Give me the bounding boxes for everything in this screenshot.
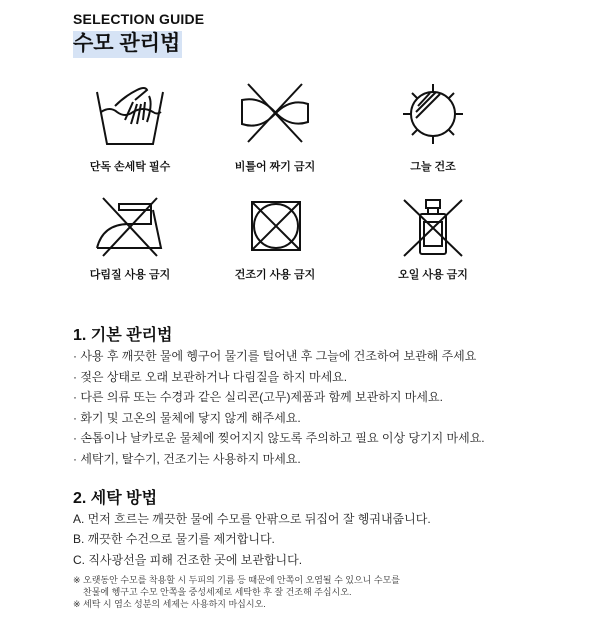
shade-dry-icon bbox=[398, 82, 468, 148]
care-item: · 사용 후 깨끗한 물에 헹구어 물기를 털어낸 후 그늘에 건조하여 보관해 주세요 bbox=[73, 349, 477, 363]
section-heading: 2. 세탁 방법 bbox=[73, 490, 158, 507]
page-title: 수모 관리법 bbox=[73, 31, 182, 58]
no-oil-icon bbox=[398, 196, 468, 262]
hand-wash-icon bbox=[95, 82, 165, 148]
section-heading: 1. 기본 관리법 bbox=[73, 327, 173, 344]
note: 찬물에 헹구고 수모 안쪽을 중성세제로 세탁한 후 잘 건조해 주십시오. bbox=[73, 587, 352, 597]
note: ※ 세탁 시 염소 성분의 세제는 사용하지 마십시오. bbox=[73, 599, 266, 609]
no-iron-icon bbox=[95, 196, 165, 262]
symbol-label: 오일 사용 금지 bbox=[398, 269, 468, 281]
no-wring-icon bbox=[240, 82, 310, 148]
care-item: · 화기 및 고온의 물체에 닿지 않게 해주세요. bbox=[73, 411, 301, 425]
symbol-label: 단독 손세탁 필수 bbox=[89, 161, 171, 173]
care-item: · 손톱이나 날카로운 물체에 찢어지지 않도록 주의하고 필요 이상 당기지 마세요. bbox=[73, 431, 485, 445]
care-item: · 젖은 상태로 오래 보관하거나 다림질을 하지 마세요. bbox=[73, 370, 348, 384]
wash-step: B. 깨끗한 수건으로 물기를 제거합니다. bbox=[73, 532, 275, 546]
note: ※ 오랫동안 수모를 착용할 시 두피의 기름 등 때문에 안쪽이 오염될 수 있으니 수모를 bbox=[73, 575, 400, 585]
care-item: · 다른 의류 또는 수경과 같은 실리콘(고무)제품과 함께 보관하지 마세요. bbox=[73, 390, 443, 404]
symbol-label: 다림질 사용 금지 bbox=[89, 269, 171, 281]
wash-step: A. 먼저 흐르는 깨끗한 물에 수모를 안팎으로 뒤집어 잘 헹궈내줍니다. bbox=[73, 512, 431, 526]
symbol-label: 건조기 사용 금지 bbox=[234, 269, 316, 281]
eyebrow-title: SELECTION GUIDE bbox=[73, 11, 205, 27]
symbol-label: 그늘 건조 bbox=[410, 161, 456, 173]
symbol-label: 비틀어 짜기 금지 bbox=[234, 161, 316, 173]
care-item: · 세탁기, 탈수기, 건조기는 사용하지 마세요. bbox=[73, 452, 301, 466]
wash-step: C. 직사광선을 피해 건조한 곳에 보관합니다. bbox=[73, 553, 303, 567]
no-tumble-dry-icon bbox=[240, 196, 310, 262]
